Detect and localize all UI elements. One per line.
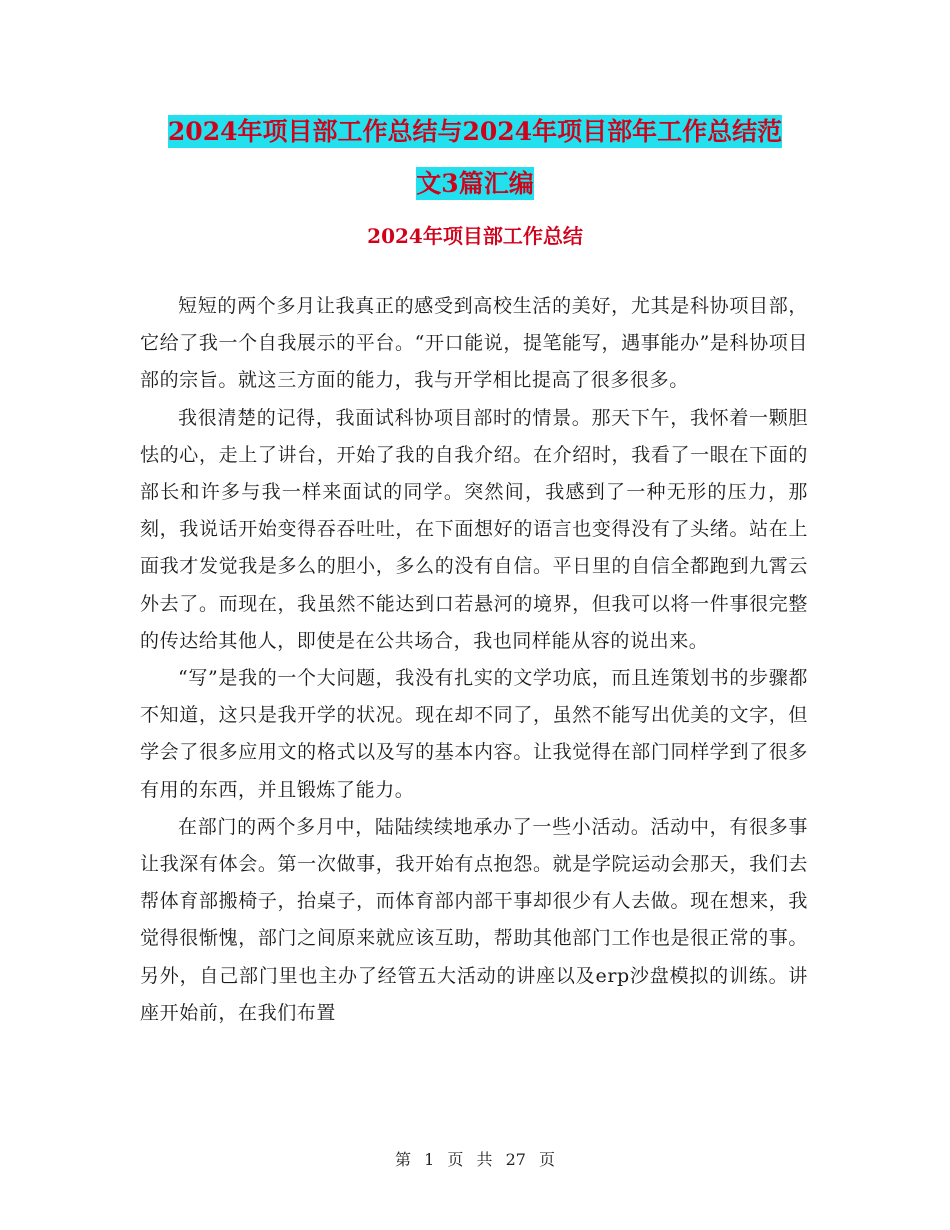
document-title-line-1: 2024年项目部工作总结与2024年项目部年工作总结范 [167, 117, 783, 146]
page-footer [0, 1148, 950, 1172]
document-title-line-2: 文3篇汇编 [416, 169, 534, 198]
paragraph-3: “写”是我的一个大问题，我没有扎实的文学功底，而且连策划书的步骤都不知道，这只是我开学的状况。现在却不同了，虽然不能写出优美的文字，但学会了很多应用文的格式以及写的基本内容。让我觉得在部门同样学到了很多有用的东西，并且锻炼了能力。 [140, 667, 808, 801]
footer-page-number: 1 [424, 1150, 435, 1169]
footer-page-prefix: 第 [394, 1150, 411, 1169]
paragraph-2: 我很清楚的记得，我面试科协项目部时的情景。那天下午，我怀着一颗胆怯的心，走上了讲台，开始了我的自我介绍。在介绍时，我看了一眼在下面的部长和许多与我一样来面试的同学。突然间，我感到了一种无形的压力，那刻，我说话开始变得吞吞吐吐，在下面想好的语言也变得没有了头绪。站在上面我才发觉我是多么的胆小，多么的没有自信。平日里的自信全都跑到九霄云外去了。而现在，我虽然不能达到口若悬河的境界，但我可以将一件事很完整的传达给其他人，即使是在公共场合，我也同样能从容的说出来。 [140, 406, 808, 652]
footer-total-pages: 27 [505, 1150, 526, 1169]
document-body [140, 288, 808, 1032]
paragraph-1: 短短的两个多月让我真正的感受到高校生活的美好，尤其是科协项目部，它给了我一个自我展示的平台。“开口能说，提笔能写，遇事能办”是科协项目部的宗旨。就这三方面的能力，我与开学相比提高了很多很多。 [140, 295, 808, 392]
paragraph-4: 在部门的两个多月中，陆陆续续地承办了一些小活动。活动中，有很多事让我深有体会。第一次做事，我开始有点抱怨。就是学院运动会那天，我们去帮体育部搬椅子，抬桌子，而体育部内部干事却很少有人去做。现在想来，我觉得很惭愧，部门之间原来就应该互助，帮助其他部门工作也是很正常的事。另外，自己部门里也主办了经管五大活动的讲座以及erp沙盘模拟的训练。讲座开始前，在我们布置 [140, 815, 808, 1024]
footer-page-word: 页 [447, 1150, 464, 1169]
footer-total-word: 共 [476, 1150, 493, 1169]
section-title: 2024年项目部工作总结 [367, 224, 583, 248]
document-title [140, 106, 810, 210]
footer-page-suffix: 页 [539, 1150, 556, 1169]
